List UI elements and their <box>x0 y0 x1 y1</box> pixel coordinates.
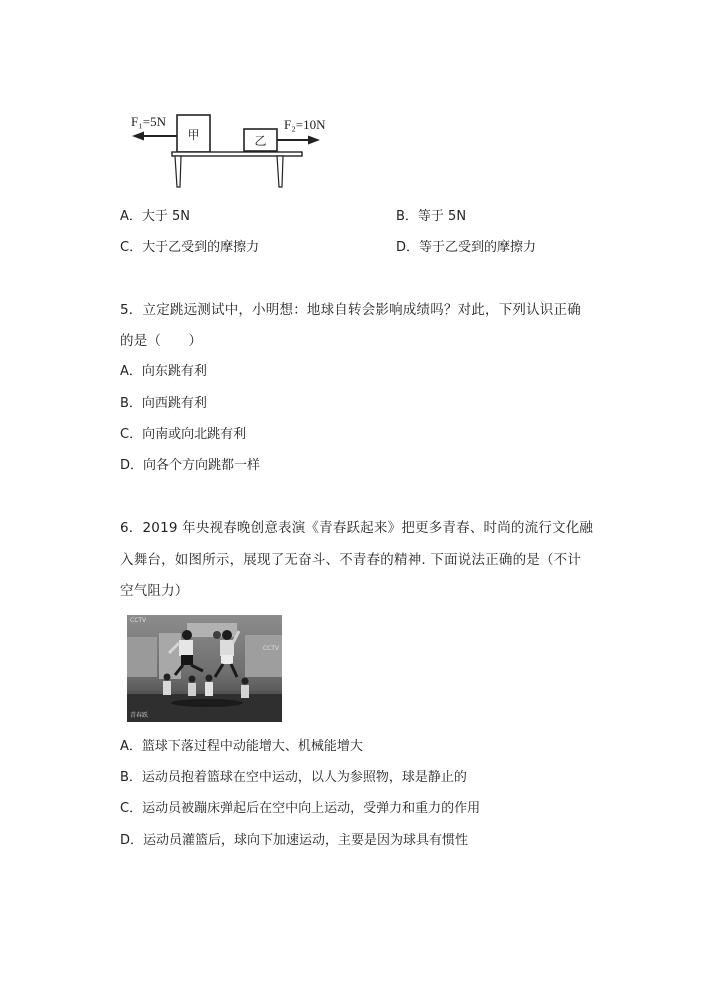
q6-stem-line3: 空气阻力） <box>120 583 189 599</box>
block-yi-label: 乙 <box>254 134 267 148</box>
q6-option-c: C．运动员被蹦床弹起后在空中向上运动，受弹力和重力的作用 <box>120 801 481 816</box>
photo-caption: 青春跃 <box>130 712 149 719</box>
q4-option-d: D．等于乙受到的摩擦力 <box>396 240 537 255</box>
cctv-logo-right: CCTV <box>262 645 279 652</box>
q5-option-b: B．向西跳有利 <box>120 396 207 411</box>
f2-arrowhead <box>308 136 320 145</box>
force-diagram <box>120 105 340 195</box>
f2-label: F₂=10N <box>284 117 326 132</box>
q6-stem-line1: 6．2019 年央视春晚创意表演《青春跃起来》把更多青春、时尚的流行文化融 <box>120 520 594 536</box>
block-jia-label: 甲 <box>187 128 200 142</box>
q6-option-a: A．篮球下落过程中动能增大、机械能增大 <box>120 739 363 754</box>
q5-option-d: D．向各个方向跳都一样 <box>120 458 261 473</box>
q5-stem-line2: 的是（ ） <box>120 333 203 349</box>
q6-option-d: D．运动员灌篮后，球向下加速运动，主要是因为球具有惯性 <box>120 833 469 848</box>
q4-option-c: C．大于乙受到的摩擦力 <box>120 240 260 255</box>
q6-option-b: B．运动员抱着篮球在空中运动，以人为参照物，球是静止的 <box>120 770 467 785</box>
q6-stem-line2: 入舞台，如图所示，展现了无奋斗、不青春的精神. 下面说法正确的是（不计 <box>120 552 582 568</box>
q4-option-b: B．等于 5N <box>396 209 467 224</box>
table-leg-left <box>175 156 181 187</box>
q5-option-a: A．向东跳有利 <box>120 364 207 379</box>
cctv-logo-left: CCTV <box>130 617 147 624</box>
q5-stem-line1: 5．立定跳远测试中，小明想：地球自转会影响成绩吗？对此，下列认识正确 <box>120 302 581 318</box>
table-leg-right <box>277 156 283 187</box>
q4-option-a: A．大于 5N <box>120 209 191 224</box>
performance-photo <box>127 615 282 722</box>
table-top <box>172 152 302 156</box>
f1-label: F₁=5N <box>131 114 166 129</box>
f1-arrowhead <box>132 132 144 141</box>
q5-option-c: C．向南或向北跳有利 <box>120 427 247 442</box>
